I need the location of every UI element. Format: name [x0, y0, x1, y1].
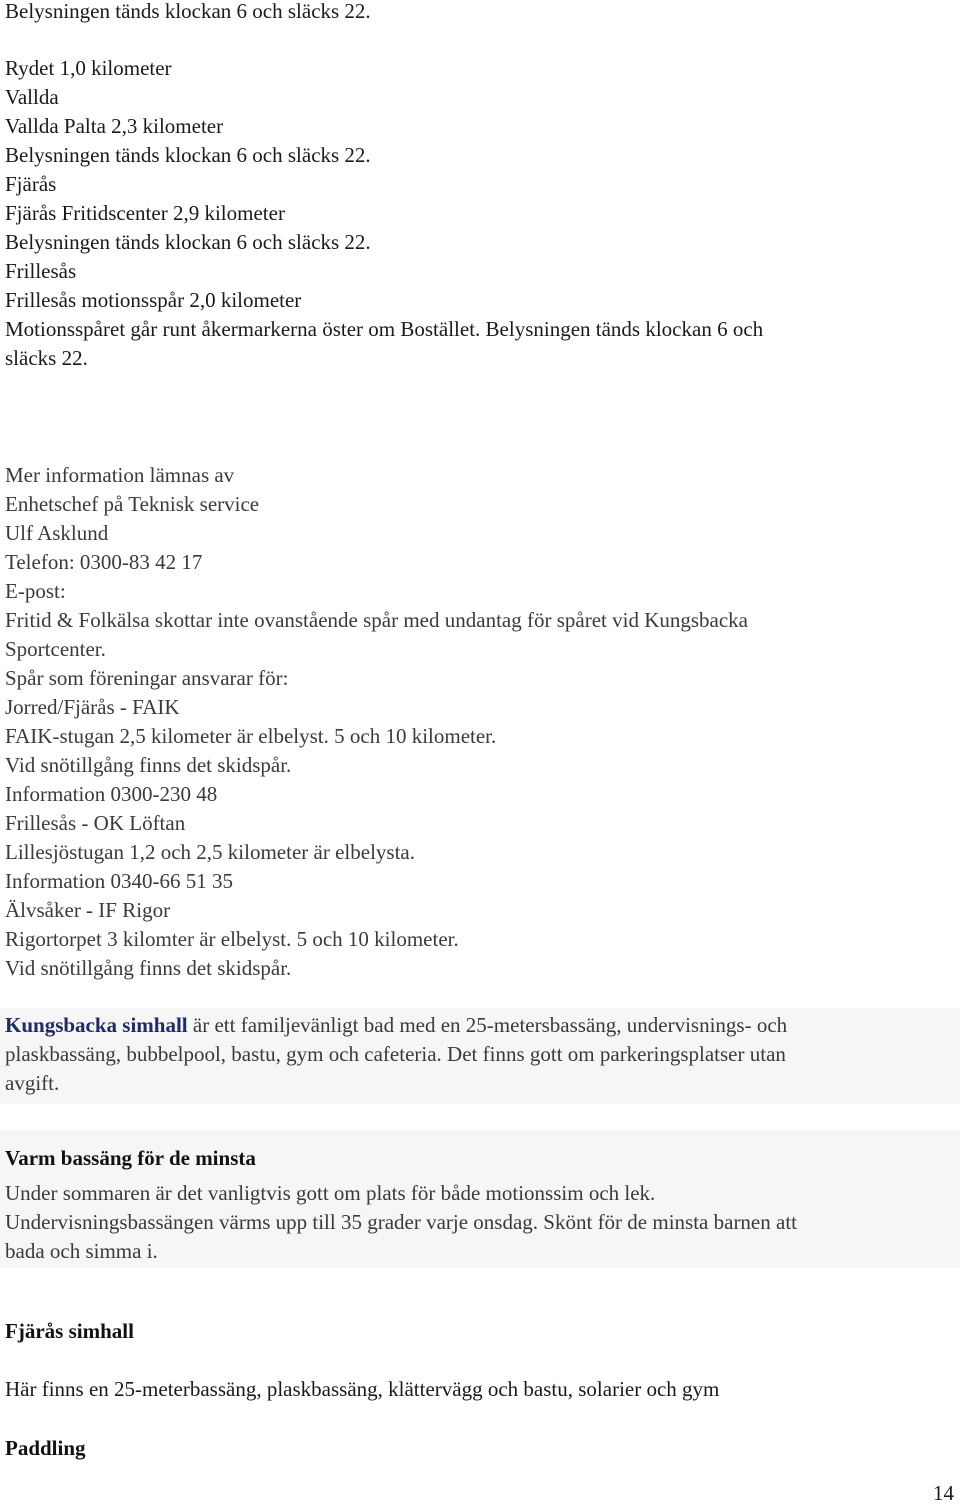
- line: Vallda: [5, 85, 59, 109]
- line: Fjärås Fritidscenter 2,9 kilometer: [5, 201, 285, 225]
- line: släcks 22.: [5, 346, 88, 370]
- line: Vid snötillgång finns det skidspår.: [5, 956, 292, 980]
- line: Fjärås: [5, 172, 57, 196]
- line: Vallda Palta 2,3 kilometer: [5, 114, 224, 138]
- varm-line: bada och simma i.: [5, 1239, 158, 1263]
- simhall-line-1: [5, 1011, 787, 1040]
- line: Frillesås motionsspår 2,0 kilometer: [5, 288, 302, 312]
- line: Frillesås: [5, 259, 77, 283]
- line: Enhetschef på Teknisk service: [5, 492, 260, 516]
- varm-heading: Varm bassäng för de minsta: [5, 1146, 256, 1170]
- page-number: 14: [933, 1481, 954, 1505]
- line: Rydet 1,0 kilometer: [5, 56, 172, 80]
- line: Belysningen tänds klockan 6 och släcks 22.: [5, 0, 371, 23]
- line: Information 0300-230 48: [5, 782, 218, 806]
- line: Belysningen tänds klockan 6 och släcks 22.: [5, 230, 371, 254]
- line: Jorred/Fjärås - FAIK: [5, 695, 180, 719]
- line: Ulf Asklund: [5, 521, 109, 545]
- line: Fritid & Folkälsa skottar inte ovanstående spår med undantag för spåret vid Kungsbacka: [5, 608, 748, 632]
- line: Spår som föreningar ansvarar för:: [5, 666, 289, 690]
- line: Vid snötillgång finns det skidspår.: [5, 753, 292, 777]
- fjaras-text: Här finns en 25-meterbassäng, plaskbassäng, klättervägg och bastu, solarier och gym: [5, 1377, 720, 1401]
- fjaras-heading: Fjärås simhall: [5, 1319, 134, 1343]
- varm-line: Undervisningsbassängen värms upp till 35 grader varje onsdag. Skönt för de minsta barnen att: [5, 1210, 797, 1234]
- line: Information 0340-66 51 35: [5, 869, 234, 893]
- line: Telefon: 0300-83 42 17: [5, 550, 203, 574]
- line: FAIK-stugan 2,5 kilometer är elbelyst. 5 och 10 kilometer.: [5, 724, 497, 748]
- line: Rigortorpet 3 kilomter är elbelyst. 5 och 10 kilometer.: [5, 927, 459, 951]
- paddling-heading: Paddling: [5, 1436, 86, 1460]
- kungsbacka-simhall-link[interactable]: Kungsbacka simhall: [5, 1013, 188, 1037]
- line: E-post:: [5, 579, 66, 603]
- line: Mer information lämnas av: [5, 463, 235, 487]
- simhall-line-2: plaskbassäng, bubbelpool, bastu, gym och cafeteria. Det finns gott om parkeringsplatser utan: [5, 1042, 786, 1066]
- line: Frillesås - OK Löftan: [5, 811, 186, 835]
- varm-line: Under sommaren är det vanligtvis gott om plats för både motionssim och lek.: [5, 1181, 656, 1205]
- line: Sportcenter.: [5, 637, 106, 661]
- line: Belysningen tänds klockan 6 och släcks 22.: [5, 143, 371, 167]
- line: Motionsspåret går runt åkermarkerna öster om Bostället. Belysningen tänds klockan 6 och: [5, 317, 764, 341]
- simhall-text: är ett familjevänligt bad med en 25-metersbassäng, undervisnings- och: [187, 1013, 788, 1037]
- simhall-line-3: avgift.: [5, 1071, 60, 1095]
- line: Lillesjöstugan 1,2 och 2,5 kilometer är elbelysta.: [5, 840, 415, 864]
- line: Älvsåker - IF Rigor: [5, 898, 171, 922]
